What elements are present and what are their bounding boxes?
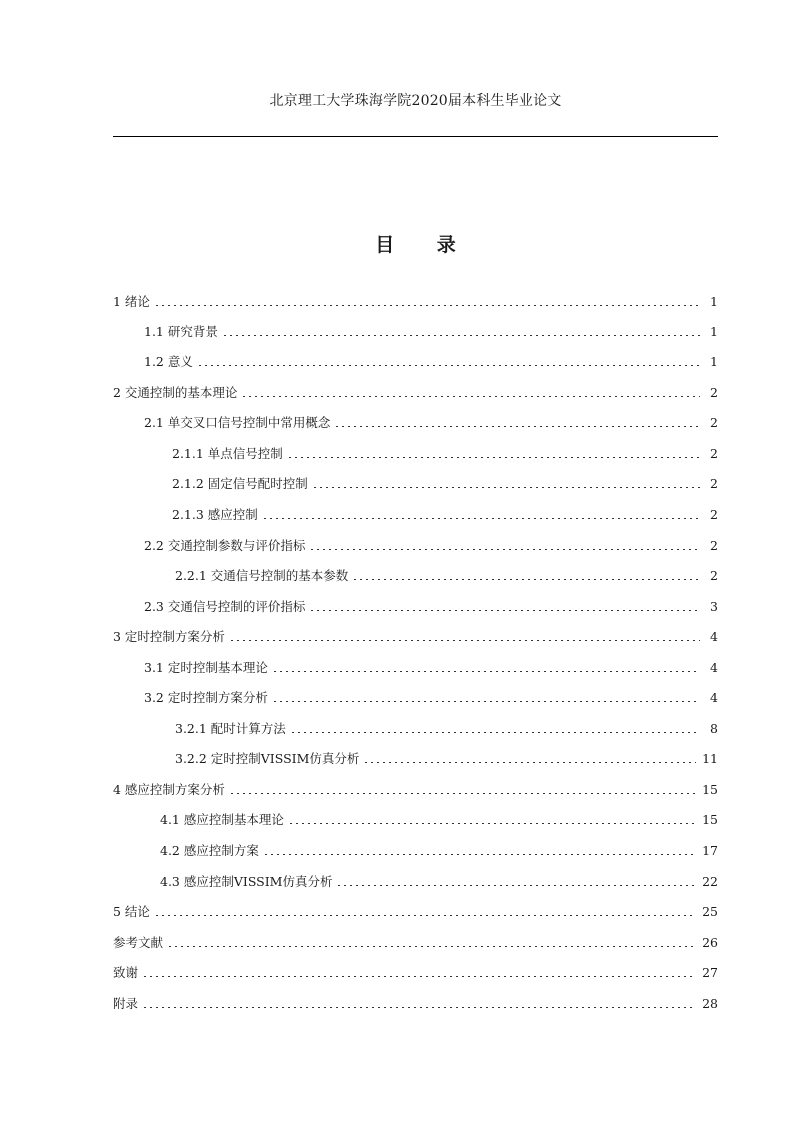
dot-leader [334, 426, 700, 427]
toc-entry-page: 17 [702, 842, 718, 858]
toc-entry[interactable] [144, 591, 718, 621]
toc-entry[interactable] [144, 652, 718, 682]
toc-entry[interactable] [172, 499, 718, 529]
dot-leader [167, 946, 696, 947]
dot-leader [197, 365, 700, 366]
toc-entry[interactable] [113, 377, 718, 407]
toc-entry-label: 2.2.1 交通信号控制的基本参数 [175, 568, 349, 583]
toc-entry-page: 15 [702, 781, 718, 797]
dot-leader [229, 640, 700, 641]
dot-leader [336, 885, 696, 886]
toc-entry-label: 4.1 感应控制基本理论 [160, 812, 284, 827]
toc-entry-page: 2 [710, 445, 718, 461]
dot-leader [154, 915, 696, 916]
toc-entry[interactable] [144, 407, 718, 437]
dot-leader [272, 701, 700, 702]
toc-entry-label: 4.3 感应控制VISSIM仿真分析 [160, 874, 333, 889]
toc-entry-page: 15 [702, 811, 718, 827]
toc-entry-label: 2.2 交通控制参数与评价指标 [144, 538, 306, 553]
toc-title: 目 录 [375, 234, 474, 256]
toc-entry-label: 4 感应控制方案分析 [113, 782, 225, 797]
toc-entry[interactable] [113, 988, 718, 1018]
toc-entry[interactable] [144, 346, 718, 376]
header-divider [113, 136, 718, 137]
toc-entry[interactable] [160, 804, 718, 834]
toc-entry-page: 2 [710, 537, 718, 553]
toc-entry-page: 4 [710, 689, 718, 705]
toc-entry-page: 2 [710, 475, 718, 491]
toc-entry-label: 3.2.2 定时控制VISSIM仿真分析 [175, 751, 360, 766]
toc-entry-page: 11 [702, 750, 718, 766]
toc-entry[interactable] [160, 835, 718, 865]
dot-leader [222, 335, 700, 336]
toc-entry-label: 1.2 意义 [144, 354, 193, 369]
toc-entry-page: 2 [710, 414, 718, 430]
toc-entry[interactable] [175, 743, 718, 773]
toc-entry-label: 5 结论 [113, 904, 150, 919]
dot-leader [272, 671, 700, 672]
toc-entry-label: 3 定时控制方案分析 [113, 629, 225, 644]
dot-leader [352, 579, 700, 580]
toc-entry[interactable] [160, 866, 718, 896]
dot-leader [142, 1007, 696, 1008]
dot-leader [154, 305, 700, 306]
toc-entry-label: 2.1 单交叉口信号控制中常用概念 [144, 415, 331, 430]
toc-entry-label: 3.1 定时控制基本理论 [144, 660, 268, 675]
toc-entry[interactable] [144, 530, 718, 560]
toc-entry[interactable] [113, 957, 718, 987]
toc-entry[interactable] [113, 621, 718, 651]
toc-entry-label: 参考文献 [113, 935, 164, 950]
toc-entry-page: 26 [702, 934, 718, 950]
toc-entry-label: 3.2 定时控制方案分析 [144, 690, 268, 705]
toc-entry[interactable] [172, 468, 718, 498]
toc-entry-page: 1 [710, 293, 718, 309]
toc-entry-page: 28 [702, 995, 718, 1011]
toc-entry-page: 2 [710, 506, 718, 522]
toc-entry-label: 2.1.3 感应控制 [172, 507, 258, 522]
toc-entry[interactable] [175, 560, 718, 590]
toc-entry-label: 3.2.1 配时计算方法 [175, 721, 286, 736]
toc-entry-page: 2 [710, 384, 718, 400]
toc-entry-page: 4 [710, 659, 718, 675]
toc-entry-label: 2.3 交通信号控制的评价指标 [144, 599, 306, 614]
toc-entry-label: 2.1.1 单点信号控制 [172, 446, 283, 461]
toc-entry-label: 2 交通控制的基本理论 [113, 385, 238, 400]
toc-entry-page: 27 [702, 964, 718, 980]
toc-entry[interactable] [144, 682, 718, 712]
dot-leader [309, 549, 700, 550]
toc-entry[interactable] [113, 774, 718, 804]
toc-entry[interactable] [113, 286, 718, 316]
toc-entry[interactable] [144, 316, 718, 346]
toc-entry-page: 2 [710, 567, 718, 583]
dot-leader [229, 793, 696, 794]
toc-entry-page: 3 [710, 598, 718, 614]
toc-entry-page: 1 [710, 323, 718, 339]
dot-leader [142, 976, 696, 977]
toc-entry-page: 1 [710, 353, 718, 369]
toc-entry-page: 4 [710, 628, 718, 644]
dot-leader [309, 610, 700, 611]
dot-leader [262, 518, 700, 519]
toc-entry[interactable] [172, 438, 718, 468]
dot-leader [363, 762, 696, 763]
toc-entry-page: 22 [702, 873, 718, 889]
toc-entry-label: 4.2 感应控制方案 [160, 843, 259, 858]
dot-leader [241, 396, 700, 397]
dot-leader [312, 487, 700, 488]
toc-entry-label: 致谢 [113, 965, 139, 980]
dot-leader [263, 854, 696, 855]
running-header: 北京理工大学珠海学院2020届本科生毕业论文 [269, 93, 562, 109]
toc-entry-label: 1.1 研究背景 [144, 324, 218, 339]
toc-entry[interactable] [113, 896, 718, 926]
toc-entry[interactable] [113, 927, 718, 957]
toc-entry-label: 1 绪论 [113, 294, 150, 309]
dot-leader [288, 823, 696, 824]
toc-entry-label: 2.1.2 固定信号配时控制 [172, 476, 308, 491]
dot-leader [290, 732, 700, 733]
toc-entry[interactable] [175, 713, 718, 743]
toc-entry-label: 附录 [113, 996, 139, 1011]
toc-entry-page: 8 [710, 720, 718, 736]
dot-leader [287, 457, 700, 458]
toc-entry-page: 25 [702, 903, 718, 919]
